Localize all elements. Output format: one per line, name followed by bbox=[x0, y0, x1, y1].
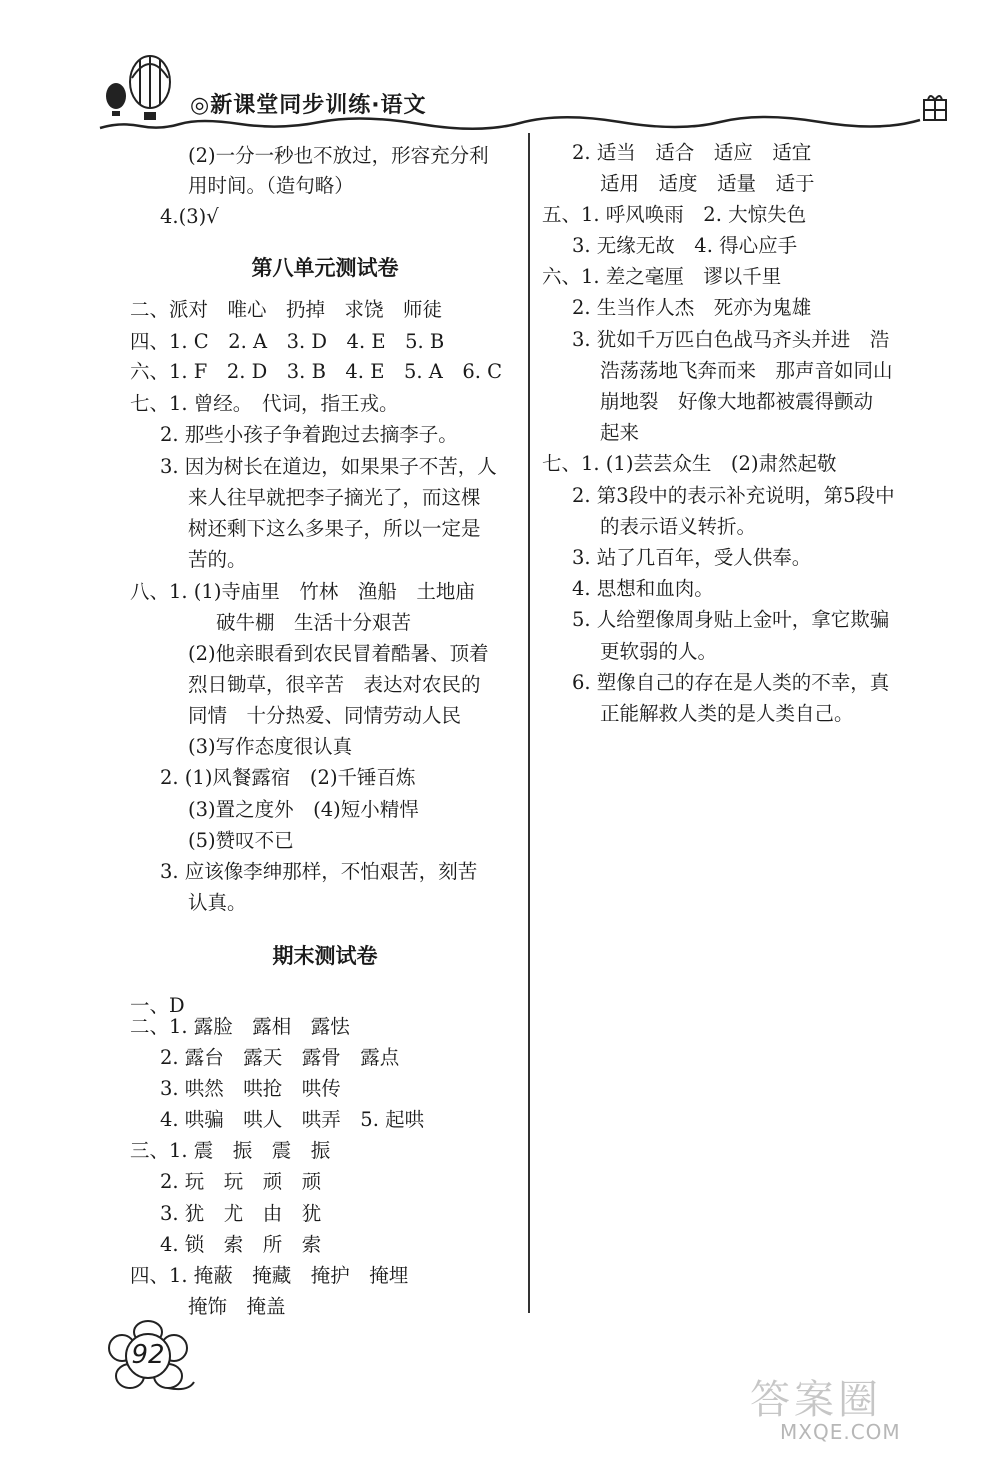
answer-line: 2. 生当作人杰 死亦为鬼雄 bbox=[572, 296, 812, 319]
answer-line: 四、1. C 2. A 3. D 4. E 5. B bbox=[130, 330, 445, 353]
answer-line: 三、1. 震 振 震 振 bbox=[130, 1139, 331, 1162]
answer-line: (2)他亲眼看到农民冒着酷暑、顶着 bbox=[188, 642, 489, 665]
answer-line: 6. 塑像自己的存在是人类的不幸，真 bbox=[572, 671, 890, 694]
answer-line: 破牛棚 生活十分艰苦 bbox=[216, 611, 412, 634]
answer-line: 用时间。（造句略） bbox=[188, 174, 354, 197]
answer-line: 二、1. 露脸 露相 露怯 bbox=[130, 1015, 350, 1038]
answer-line: 六、1. F 2. D 3. B 4. E 5. A 6. C bbox=[130, 360, 503, 383]
answer-line: 八、1. (1)寺庙里 竹林 渔船 土地庙 bbox=[130, 580, 475, 603]
section-title-final: 期末测试卷 bbox=[272, 944, 378, 968]
answer-line: 3. 犹 尤 由 犹 bbox=[160, 1202, 322, 1225]
answer-line: 3. 哄然 哄抢 哄传 bbox=[160, 1077, 341, 1100]
answer-line: 起来 bbox=[600, 421, 640, 444]
answer-line: (5)赞叹不已 bbox=[188, 829, 294, 852]
column-divider bbox=[528, 133, 530, 1313]
answer-line: 3. 因为树长在道边，如果果子不苦，人 bbox=[160, 455, 497, 478]
answer-line: 崩地裂 好像大地都被震得颤动 bbox=[600, 390, 874, 413]
answer-line: 来人往早就把李子摘光了，而这棵 bbox=[188, 486, 481, 509]
header-decoration bbox=[0, 0, 1000, 140]
gift-icon bbox=[924, 96, 946, 120]
page-number-badge bbox=[108, 1318, 198, 1398]
answer-line: 更软弱的人。 bbox=[600, 640, 718, 663]
answer-line: 同情 十分热爱、同情劳动人民 bbox=[188, 704, 462, 727]
answer-line: 适用 适度 适量 适于 bbox=[600, 172, 815, 195]
answer-line: 4. 哄骗 哄人 哄弄 5. 起哄 bbox=[160, 1108, 425, 1131]
answer-line: 掩饰 掩盖 bbox=[188, 1295, 286, 1318]
answer-line: 一、D bbox=[130, 994, 185, 1017]
answer-line: 2. 那些小孩子争着跑过去摘李子。 bbox=[160, 423, 458, 446]
answer-line: 2. (1)风餐露宿 (2)千锤百炼 bbox=[160, 766, 416, 789]
answer-line: 4. 锁 索 所 索 bbox=[160, 1233, 322, 1256]
answer-line: 2. 露台 露天 露骨 露点 bbox=[160, 1046, 400, 1069]
answer-line: 4.(3)√ bbox=[160, 205, 219, 228]
answer-line: 4. 思想和血肉。 bbox=[572, 577, 714, 600]
answer-line: 3. 站了几百年，受人供奉。 bbox=[572, 546, 812, 569]
answer-line: 二、派对 唯心 扔掉 求饶 师徒 bbox=[130, 298, 443, 321]
answer-line: 四、1. 掩蔽 掩藏 掩护 掩埋 bbox=[130, 1264, 409, 1287]
answer-line: 2. 玩 玩 顽 顽 bbox=[160, 1170, 322, 1193]
answer-line: (3)写作态度很认真 bbox=[188, 735, 353, 758]
watermark-logo-text: 答案圈 bbox=[750, 1377, 882, 1423]
answer-line: 五、1. 呼风唤雨 2. 大惊失色 bbox=[542, 203, 807, 226]
page-number: 92 bbox=[131, 1340, 165, 1370]
answer-line: 苦的。 bbox=[188, 548, 247, 571]
answer-line: 的表示语义转折。 bbox=[600, 515, 757, 538]
answer-line: 七、1. 曾经。 代词，指王戎。 bbox=[130, 392, 399, 415]
answer-line: 七、1. (1)芸芸众生 (2)肃然起敬 bbox=[542, 452, 837, 475]
section-title-unit8: 第八单元测试卷 bbox=[251, 256, 399, 280]
answer-line: 树还剩下这么多果子，所以一定是 bbox=[188, 517, 481, 540]
answer-line: 浩荡荡地飞奔而来 那声音如同山 bbox=[600, 359, 893, 382]
answer-line: 六、1. 差之毫厘 谬以千里 bbox=[542, 265, 782, 288]
series-title: ◎新课堂同步训练·语文 bbox=[190, 93, 427, 118]
answer-line: 2. 适当 适合 适应 适宜 bbox=[572, 141, 812, 164]
watermark bbox=[740, 1368, 980, 1448]
answer-line: 认真。 bbox=[188, 891, 247, 914]
answer-line: (3)置之度外 (4)短小精悍 bbox=[188, 798, 419, 821]
answer-line: 5. 人给塑像周身贴上金叶，拿它欺骗 bbox=[572, 608, 890, 631]
answer-line: (2)一分一秒也不放过，形容充分利 bbox=[188, 144, 489, 167]
answer-line: 3. 犹如千万匹白色战马齐头并进 浩 bbox=[572, 328, 890, 351]
balloon-icon bbox=[106, 56, 170, 120]
answer-line: 正能解救人类的是人类自己。 bbox=[600, 702, 854, 725]
page-header bbox=[0, 0, 1000, 140]
answer-line: 3. 应该像李绅那样，不怕艰苦，刻苦 bbox=[160, 860, 478, 883]
answer-line: 3. 无缘无故 4. 得心应手 bbox=[572, 234, 798, 257]
answer-line: 2. 第3段中的表示补充说明，第5段中 bbox=[572, 484, 895, 507]
watermark-url: MXQE.COM bbox=[780, 1420, 901, 1444]
answer-line: 烈日锄草，很辛苦 表达对农民的 bbox=[188, 673, 481, 696]
